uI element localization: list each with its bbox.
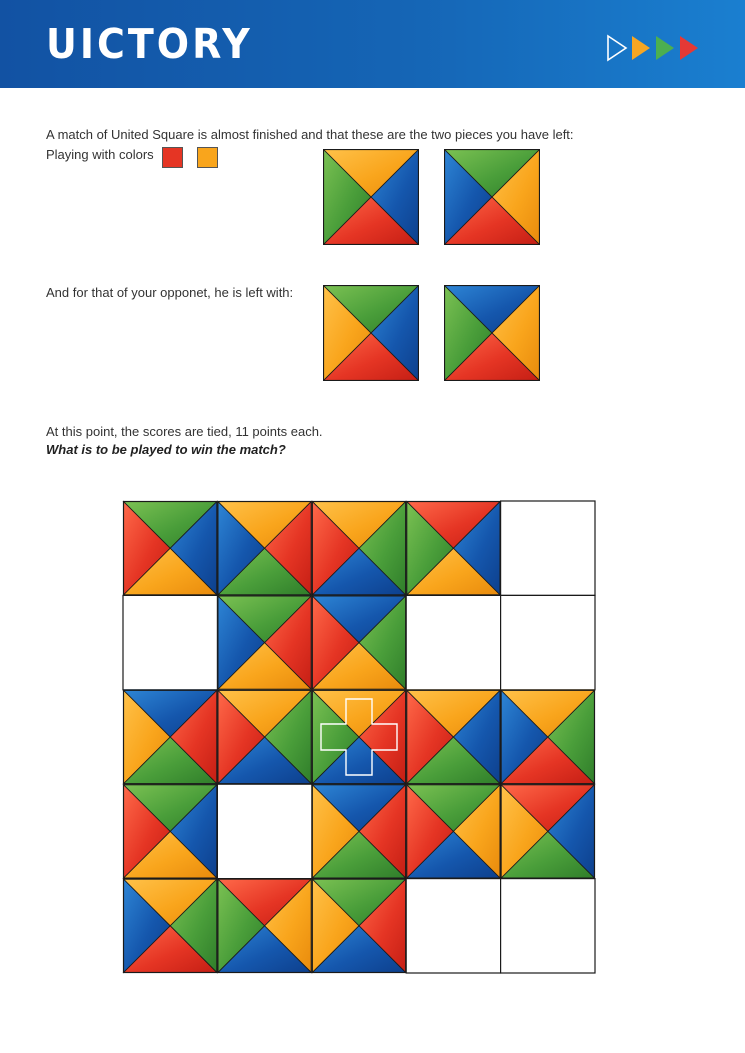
arrow-red-icon bbox=[680, 36, 698, 60]
board-cell-r1-c4[interactable] bbox=[406, 501, 500, 595]
arrows-icon bbox=[606, 33, 702, 63]
board-cell-r5-c2[interactable] bbox=[217, 879, 311, 973]
opponent-piece-1-tile[interactable] bbox=[323, 285, 419, 381]
playing-colors-label: Playing with colors bbox=[46, 147, 154, 162]
board-cell-r5-c3[interactable] bbox=[312, 879, 406, 973]
opponent-piece-2 bbox=[444, 285, 540, 381]
arrow-green-icon bbox=[656, 36, 674, 60]
board-cell-r4-c4[interactable] bbox=[406, 784, 500, 878]
board-cell-r2-c3[interactable] bbox=[312, 595, 406, 689]
board-cell-r5-c5-empty[interactable] bbox=[501, 879, 595, 973]
player-piece-1[interactable] bbox=[323, 149, 419, 245]
opponent-piece-1 bbox=[323, 285, 419, 381]
board-cell-r3-c1[interactable] bbox=[123, 690, 217, 784]
header-banner bbox=[0, 0, 745, 88]
game-board[interactable] bbox=[122, 500, 596, 974]
player-color-orange-swatch bbox=[197, 147, 218, 168]
board-cell-r2-c1-empty[interactable] bbox=[123, 595, 217, 689]
arrow-white-icon bbox=[608, 36, 626, 60]
opponent-label: And for that of your opponet, he is left with: bbox=[46, 285, 294, 300]
board-cell-r5-c4-empty[interactable] bbox=[406, 879, 500, 973]
board-cell-r3-c2[interactable] bbox=[217, 690, 311, 784]
player-piece-2-tile[interactable] bbox=[444, 149, 540, 245]
intro-text: A match of United Square is almost finished and that these are the two pieces you have left: bbox=[46, 127, 574, 142]
board-cell-r1-c3[interactable] bbox=[312, 501, 406, 595]
board-cell-r1-c1[interactable] bbox=[123, 501, 217, 595]
board-cell-r2-c4-empty[interactable] bbox=[406, 595, 500, 689]
board-cell-r4-c3[interactable] bbox=[312, 784, 406, 878]
board-cell-r3-c4[interactable] bbox=[406, 690, 500, 784]
victory-logo: UICTORY bbox=[46, 20, 253, 68]
player-color-red-swatch bbox=[162, 147, 183, 168]
board-cell-r2-c2[interactable] bbox=[217, 595, 311, 689]
board-cell-r4-c5[interactable] bbox=[501, 784, 595, 878]
question-text: What is to be played to win the match? bbox=[46, 442, 286, 457]
player-piece-2[interactable] bbox=[444, 149, 540, 245]
board-cell-r2-c5-empty[interactable] bbox=[501, 595, 595, 689]
board-cell-r5-c1[interactable] bbox=[123, 879, 217, 973]
board-cell-r4-c1[interactable] bbox=[123, 784, 217, 878]
arrow-orange-icon bbox=[632, 36, 650, 60]
opponent-piece-2-tile[interactable] bbox=[444, 285, 540, 381]
player-piece-1-tile[interactable] bbox=[323, 149, 419, 245]
board-cell-r1-c2[interactable] bbox=[217, 501, 311, 595]
board-cell-r3-c3[interactable] bbox=[312, 690, 406, 784]
board-cell-r4-c2-empty[interactable] bbox=[217, 784, 311, 878]
board-cell-r1-c5-empty[interactable] bbox=[501, 501, 595, 595]
score-text: At this point, the scores are tied, 11 points each. bbox=[46, 424, 323, 439]
board-cell-r3-c5[interactable] bbox=[501, 690, 595, 784]
